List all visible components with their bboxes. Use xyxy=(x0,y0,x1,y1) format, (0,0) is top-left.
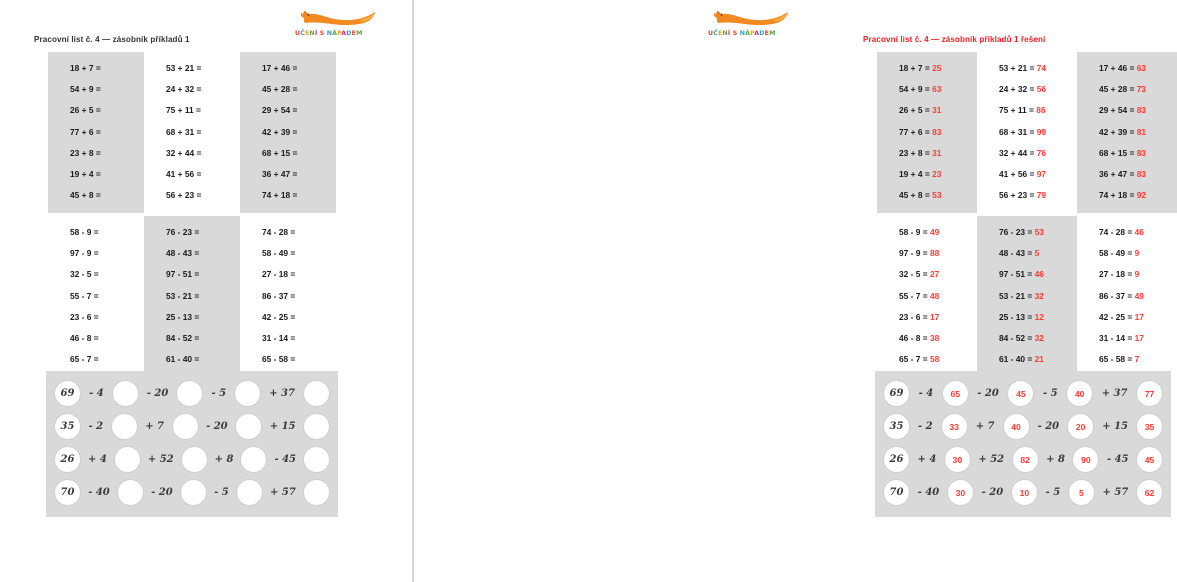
exercise-answer: 38 xyxy=(929,332,940,343)
exercise-item: 97 - 51 = 46 xyxy=(999,269,1044,280)
ucenisnapadem-logo xyxy=(293,9,385,37)
logo-letter: M xyxy=(769,30,776,37)
exercise-answer: 9 xyxy=(1134,269,1140,280)
exercise-item: 18 + 7 = 25 xyxy=(899,63,942,73)
exercise-answer: 83 xyxy=(1136,105,1147,116)
exercise-answer: 31 xyxy=(932,147,942,158)
exercise-item: 25 - 13 = xyxy=(166,311,200,322)
chain-answer-circle[interactable]: 20 xyxy=(1067,413,1094,440)
chain-operator: - 20 xyxy=(146,388,169,399)
exercise-item: 65 - 58 = xyxy=(262,354,296,365)
exercise-answer: 53 xyxy=(1034,227,1044,237)
exercise-item: 32 + 44 = 76 xyxy=(999,147,1047,158)
exercise-answer: 88 xyxy=(929,248,940,259)
exercise-answer: 53 xyxy=(932,190,942,201)
exercise-column xyxy=(144,52,240,213)
exercise-item: 31 - 14 = xyxy=(262,332,296,343)
exercise-item: 76 - 23 = xyxy=(166,227,200,237)
chain-operator: - 4 xyxy=(89,388,104,399)
chain-operator: - 20 xyxy=(151,487,173,498)
exercise-item: 36 + 47 = 83 xyxy=(1099,168,1147,179)
logo-letter: N xyxy=(739,30,746,37)
chain-operator: + 52 xyxy=(978,454,1005,465)
exercise-answer: 17 xyxy=(1134,332,1144,343)
chain-row xyxy=(54,410,330,443)
chain-operator: - 40 xyxy=(917,487,940,498)
chain-answer-circle[interactable]: 45 xyxy=(1136,446,1163,473)
chain-operator: - 5 xyxy=(1042,388,1058,399)
exercise-item: 65 - 7 = xyxy=(70,354,99,365)
chain-row xyxy=(54,377,330,410)
exercise-answer: 46 xyxy=(1034,269,1044,280)
exercise-item: 17 + 46 = 63 xyxy=(1099,63,1147,73)
exercise-answer: 97 xyxy=(1036,168,1047,179)
chain-answer-circle[interactable]: 62 xyxy=(1136,479,1163,506)
logo-letter: E xyxy=(351,30,357,37)
logo-letter: N xyxy=(309,30,315,37)
chain-block xyxy=(46,371,338,517)
exercise-answer: 76 xyxy=(1036,147,1047,158)
exercise-column xyxy=(48,216,144,377)
logo-wordmark xyxy=(708,30,798,37)
chain-blank-circle[interactable] xyxy=(180,479,207,506)
chain-start-value: 70 xyxy=(883,479,910,506)
exercise-item: 19 + 4 = xyxy=(70,168,101,179)
logo-letter: Č xyxy=(713,30,718,37)
exercise-item: 61 - 40 = 21 xyxy=(999,354,1044,365)
logo-letter: A xyxy=(754,30,760,37)
exercise-answer: 23 xyxy=(932,168,942,179)
chain-operator: - 5 xyxy=(214,487,229,498)
exercise-item: 45 + 8 = xyxy=(70,190,101,201)
chain-operator: + 4 xyxy=(88,454,107,465)
exercise-answer: 12 xyxy=(1034,311,1044,322)
chain-blank-circle[interactable] xyxy=(172,413,199,440)
page-title: Pracovní list č. 4 — zásobník příkladů 1 xyxy=(34,35,190,44)
exercise-item: 56 + 23 = 79 xyxy=(999,190,1047,201)
chain-answer-circle[interactable]: 90 xyxy=(1072,446,1099,473)
logo-letter: P xyxy=(337,30,342,37)
exercise-column xyxy=(877,216,977,377)
chain-operator: - 5 xyxy=(1045,487,1061,498)
chain-operator: + 7 xyxy=(145,421,165,432)
chain-blank-circle[interactable] xyxy=(114,446,141,473)
chain-operator: - 45 xyxy=(274,454,296,465)
chain-start-value: 26 xyxy=(54,446,81,473)
exercise-answer: 63 xyxy=(932,84,942,95)
exercise-answer: 83 xyxy=(932,126,942,137)
logo-letter: D xyxy=(346,30,352,37)
exercise-answer: 25 xyxy=(932,63,942,73)
exercise-item: 53 - 21 = 32 xyxy=(999,290,1044,301)
logo-letter: U xyxy=(708,30,714,37)
exercise-column xyxy=(1077,52,1177,213)
chain-block-solved xyxy=(875,371,1171,517)
exercise-item: 25 - 13 = 12 xyxy=(999,311,1044,322)
fox-icon xyxy=(299,9,379,26)
exercise-item: 53 - 21 = xyxy=(166,290,200,301)
chain-operator: + 15 xyxy=(1102,421,1128,432)
logo-letter: Í xyxy=(314,30,318,37)
exercise-answer: 7 xyxy=(1134,354,1140,365)
exercise-item: 32 - 5 = 27 xyxy=(899,269,940,280)
exercise-item: 17 + 46 = xyxy=(262,63,298,73)
exercise-item: 42 + 39 = 81 xyxy=(1099,126,1147,137)
logo-letter: S xyxy=(732,30,738,37)
exercise-answer: 5 xyxy=(1034,248,1040,259)
exercise-column xyxy=(877,52,977,213)
logo-letter: P xyxy=(750,30,755,37)
chain-operator: - 45 xyxy=(1106,454,1129,465)
exercise-item: 74 - 28 = 46 xyxy=(1099,227,1144,237)
chain-blank-circle[interactable] xyxy=(240,446,267,473)
exercise-answer: 49 xyxy=(1134,290,1144,301)
chain-start-value: 35 xyxy=(883,413,910,440)
exercise-answer: 17 xyxy=(1134,311,1144,322)
logo-letter: E xyxy=(304,30,310,37)
exercise-item: 32 + 44 = xyxy=(166,147,202,158)
exercise-item: 27 - 18 = 9 xyxy=(1099,269,1140,280)
exercise-item: 42 - 25 = xyxy=(262,311,296,322)
worksheet-page-left xyxy=(0,0,413,582)
chain-blank-circle[interactable] xyxy=(117,479,144,506)
chain-answer-circle[interactable]: 30 xyxy=(947,479,974,506)
exercise-item: 61 - 40 = xyxy=(166,354,200,365)
exercise-item: 65 - 7 = 58 xyxy=(899,354,940,365)
exercise-answer: 86 xyxy=(1036,105,1046,116)
exercise-item: 58 - 9 = xyxy=(70,227,99,237)
exercise-item: 68 + 31 = xyxy=(166,126,202,137)
logo-letter: D xyxy=(759,30,765,37)
exercise-item: 24 + 32 = 56 xyxy=(999,84,1047,95)
exercise-item: 74 - 28 = xyxy=(262,227,296,237)
logo-letter: E xyxy=(764,30,770,37)
exercise-item: 84 - 52 = xyxy=(166,332,200,343)
exercise-answer: 56 xyxy=(1036,84,1047,95)
exercise-item: 26 + 5 = xyxy=(70,105,101,116)
page-title: Pracovní list č. 4 — zásobník příkladů 1 řešení xyxy=(863,35,1046,44)
exercise-item: 86 - 37 = 49 xyxy=(1099,290,1144,301)
chain-answer-circle[interactable]: 77 xyxy=(1136,380,1163,407)
chain-answer-circle[interactable]: 33 xyxy=(941,413,968,440)
logo-letter: M xyxy=(356,30,363,37)
chain-operator: + 52 xyxy=(147,454,174,465)
chain-operator: - 2 xyxy=(918,421,933,432)
chain-operator: + 37 xyxy=(269,388,295,399)
exercise-item: 42 - 25 = 17 xyxy=(1099,311,1144,322)
chain-row xyxy=(883,410,1163,443)
exercise-item: 84 - 52 = 32 xyxy=(999,332,1044,343)
chain-start-value: 69 xyxy=(54,380,81,407)
exercise-item: 45 + 28 = xyxy=(262,84,298,95)
exercise-item: 42 + 39 = xyxy=(262,126,298,137)
chain-blank-circle[interactable] xyxy=(176,380,203,407)
exercise-item: 19 + 4 = 23 xyxy=(899,168,942,179)
chain-answer-circle[interactable]: 65 xyxy=(942,380,969,407)
exercise-item: 97 - 9 = xyxy=(70,248,99,259)
exercise-answer: 17 xyxy=(929,311,940,322)
logo-letter: E xyxy=(717,30,723,37)
exercise-answer: 9 xyxy=(1134,248,1140,259)
exercise-item: 75 + 11 = xyxy=(166,105,201,116)
fox-icon xyxy=(712,9,792,26)
exercise-item: 75 + 11 = 86 xyxy=(999,105,1046,116)
chain-operator: - 20 xyxy=(206,421,228,432)
chain-answer-circle[interactable]: 10 xyxy=(1011,479,1038,506)
exercise-item: 24 + 32 = xyxy=(166,84,202,95)
chain-operator: + 4 xyxy=(917,454,937,465)
exercise-item: 54 + 9 = xyxy=(70,84,101,95)
exercise-item: 68 + 15 = 83 xyxy=(1099,147,1147,158)
exercise-item: 45 + 8 = 53 xyxy=(899,190,942,201)
logo-letter: U xyxy=(295,30,301,37)
exercise-item: 97 - 9 = 88 xyxy=(899,248,940,259)
exercise-item: 48 - 43 = xyxy=(166,248,200,259)
exercise-item: 97 - 51 = xyxy=(166,269,200,280)
chain-operator: + 7 xyxy=(975,421,995,432)
chain-row xyxy=(883,443,1163,476)
subtraction-block xyxy=(48,216,336,377)
exercise-answer: 63 xyxy=(1136,63,1147,73)
exercise-item: 23 + 8 = 31 xyxy=(899,147,942,158)
exercise-answer: 79 xyxy=(1036,190,1047,201)
chain-operator: + 37 xyxy=(1101,388,1128,399)
chain-blank-circle[interactable] xyxy=(303,413,330,440)
chain-operator: - 4 xyxy=(918,388,934,399)
logo-letter: Č xyxy=(300,30,305,37)
exercise-column xyxy=(144,216,240,377)
chain-blank-circle[interactable] xyxy=(235,413,262,440)
exercise-answer: 74 xyxy=(1036,63,1047,73)
chain-blank-circle[interactable] xyxy=(303,380,330,407)
exercise-item: 41 + 56 = 97 xyxy=(999,168,1047,179)
exercise-item: 23 + 8 = xyxy=(70,147,101,158)
exercise-answer: 27 xyxy=(929,269,940,280)
exercise-item: 46 - 8 = 38 xyxy=(899,332,940,343)
exercise-item: 41 + 56 = xyxy=(166,168,202,179)
exercise-item: 76 - 23 = 53 xyxy=(999,227,1044,237)
chain-operator: - 20 xyxy=(981,487,1004,498)
exercise-item: 65 - 58 = 7 xyxy=(1099,354,1140,365)
chain-row xyxy=(883,377,1163,410)
chain-blank-circle[interactable] xyxy=(236,479,263,506)
exercise-answer: 83 xyxy=(1136,147,1147,158)
exercise-answer: 31 xyxy=(932,105,942,116)
chain-blank-circle[interactable] xyxy=(111,413,138,440)
chain-blank-circle[interactable] xyxy=(303,479,330,506)
chain-row xyxy=(883,476,1163,509)
exercise-answer: 92 xyxy=(1136,190,1147,201)
exercise-answer: 99 xyxy=(1036,126,1047,137)
chain-answer-circle[interactable]: 5 xyxy=(1068,479,1095,506)
page-divider xyxy=(412,0,414,582)
chain-blank-circle[interactable] xyxy=(234,380,261,407)
exercise-answer: 58 xyxy=(929,354,940,365)
logo-letter: Á xyxy=(332,30,338,37)
chain-operator: + 57 xyxy=(270,487,296,498)
exercise-answer: 49 xyxy=(929,227,940,237)
addition-block xyxy=(48,52,336,213)
exercise-item: 77 + 6 = xyxy=(70,126,101,137)
exercise-item: 23 - 6 = 17 xyxy=(899,311,940,322)
chain-answer-circle[interactable]: 82 xyxy=(1012,446,1039,473)
exercise-item: 29 + 54 = xyxy=(262,105,298,116)
exercise-column xyxy=(977,52,1077,213)
exercise-item: 68 + 15 = xyxy=(262,147,298,158)
chain-start-value: 70 xyxy=(54,479,81,506)
exercise-item: 53 + 21 = 74 xyxy=(999,63,1047,73)
exercise-column xyxy=(48,52,144,213)
exercise-item: 27 - 18 = xyxy=(262,269,296,280)
exercise-answer: 21 xyxy=(1034,354,1044,365)
exercise-item: 58 - 49 = xyxy=(262,248,296,259)
exercise-answer: 46 xyxy=(1134,227,1144,237)
logo-letter: A xyxy=(341,30,347,37)
exercise-item: 18 + 7 = xyxy=(70,63,101,73)
exercise-answer: 32 xyxy=(1034,332,1044,343)
exercise-answer: 32 xyxy=(1034,290,1044,301)
exercise-item: 32 - 5 = xyxy=(70,269,99,280)
chain-operator: + 15 xyxy=(269,421,296,432)
exercise-column xyxy=(240,216,336,377)
ucenisnapadem-logo xyxy=(706,9,798,37)
exercise-item: 36 + 47 = xyxy=(262,168,298,179)
chain-start-value: 69 xyxy=(883,380,910,407)
chain-answer-circle[interactable]: 30 xyxy=(944,446,971,473)
chain-row xyxy=(54,443,330,476)
exercise-item: 48 - 43 = 5 xyxy=(999,248,1040,259)
exercise-item: 74 + 18 = xyxy=(262,190,298,201)
chain-blank-circle[interactable] xyxy=(181,446,208,473)
chain-row xyxy=(54,476,330,509)
exercise-item: 45 + 28 = 73 xyxy=(1099,84,1147,95)
exercise-item: 26 + 5 = 31 xyxy=(899,105,942,116)
exercise-item: 58 - 49 = 9 xyxy=(1099,248,1140,259)
chain-operator: + 8 xyxy=(1046,454,1065,465)
chain-start-value: 35 xyxy=(54,413,81,440)
chain-operator: - 5 xyxy=(211,388,227,399)
chain-operator: + 8 xyxy=(214,454,234,465)
exercise-item: 29 + 54 = 83 xyxy=(1099,105,1147,116)
exercise-item: 56 + 23 = xyxy=(166,190,202,201)
exercise-item: 77 + 6 = 83 xyxy=(899,126,942,137)
chain-answer-circle[interactable]: 40 xyxy=(1003,413,1030,440)
chain-operator: - 2 xyxy=(88,421,104,432)
chain-answer-circle[interactable]: 35 xyxy=(1136,413,1163,440)
exercise-item: 23 - 6 = xyxy=(70,311,99,322)
logo-wordmark xyxy=(295,30,385,37)
chain-answer-circle[interactable]: 45 xyxy=(1007,380,1034,407)
exercise-answer: 81 xyxy=(1136,126,1147,137)
subtraction-block-solved xyxy=(877,216,1177,377)
exercise-item: 54 + 9 = 63 xyxy=(899,84,942,95)
logo-letter: Á xyxy=(745,30,751,37)
exercise-item: 53 + 21 = xyxy=(166,63,202,73)
exercise-item: 74 + 18 = 92 xyxy=(1099,190,1147,201)
exercise-item: 58 - 9 = 49 xyxy=(899,227,940,237)
chain-operator: - 20 xyxy=(977,388,999,399)
logo-letter: N xyxy=(722,30,728,37)
exercise-answer: 73 xyxy=(1136,84,1147,95)
exercise-column xyxy=(977,216,1077,377)
chain-blank-circle[interactable] xyxy=(112,380,139,407)
exercise-item: 55 - 7 = 48 xyxy=(899,290,940,301)
exercise-item: 55 - 7 = xyxy=(70,290,99,301)
exercise-item: 68 + 31 = 99 xyxy=(999,126,1047,137)
exercise-item: 46 - 8 = xyxy=(70,332,99,343)
exercise-item: 31 - 14 = 17 xyxy=(1099,332,1144,343)
chain-operator: - 20 xyxy=(1037,421,1060,432)
chain-operator: + 57 xyxy=(1102,487,1129,498)
logo-letter: S xyxy=(319,30,325,37)
addition-block-solved xyxy=(877,52,1177,213)
exercise-column xyxy=(1077,216,1177,377)
chain-operator: - 40 xyxy=(88,487,110,498)
logo-letter: N xyxy=(326,30,333,37)
chain-start-value: 26 xyxy=(883,446,910,473)
logo-letter: Í xyxy=(727,30,731,37)
exercise-answer: 48 xyxy=(929,290,940,301)
worksheet-page-right xyxy=(413,0,1155,582)
exercise-column xyxy=(240,52,336,213)
exercise-answer: 83 xyxy=(1136,168,1147,179)
chain-answer-circle[interactable]: 40 xyxy=(1066,380,1093,407)
exercise-item: 86 - 37 = xyxy=(262,290,296,301)
chain-blank-circle[interactable] xyxy=(303,446,330,473)
